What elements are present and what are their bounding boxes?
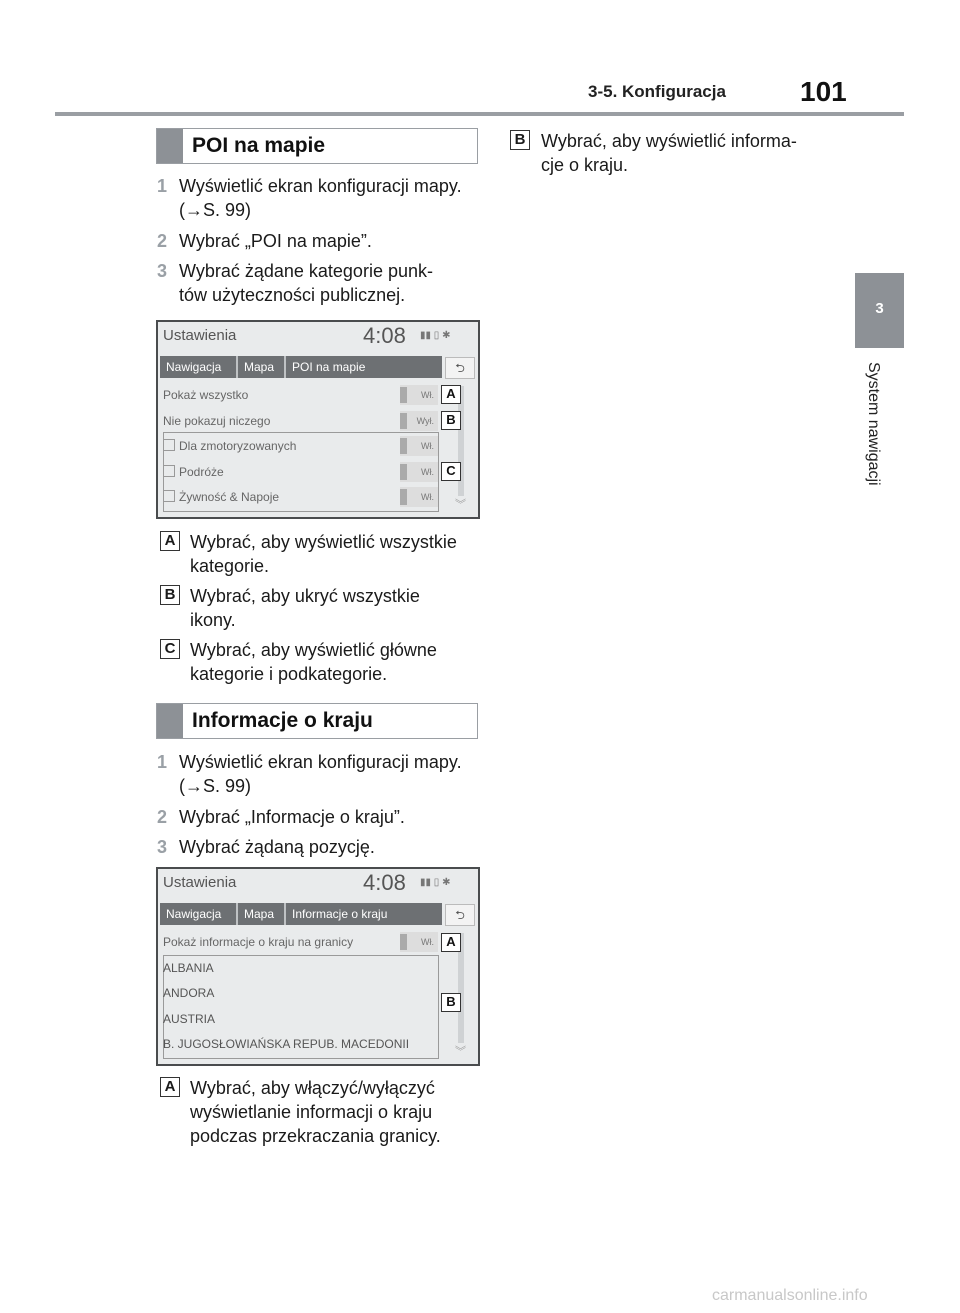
step-text: (→S. 99): [179, 200, 252, 220]
step-number: 1: [157, 176, 168, 196]
step-number: 2: [157, 807, 168, 827]
legend-text: Wybrać, aby włączyć/wyłączyć: [190, 1078, 435, 1098]
step-text: tów użyteczności publicznej.: [179, 285, 406, 305]
watermark: carmanualsonline.info: [712, 1287, 868, 1304]
step-text: (→S. 99): [179, 776, 252, 796]
toggle-indicator: [400, 489, 407, 505]
step-text: Wybrać żądaną pozycję.: [179, 837, 375, 857]
legend-text: Wybrać, aby wyświetlić wszystkie: [190, 532, 457, 552]
country-item[interactable]: AUSTRIA: [163, 1012, 216, 1026]
page-number: 101: [800, 76, 847, 107]
legend-tag-b: B: [160, 585, 180, 605]
toggle-indicator: [400, 438, 407, 454]
screen-clock: 4:08: [363, 323, 406, 348]
section-title: POI na mapie: [192, 134, 326, 157]
category-label: Żywność & Napoje: [179, 490, 280, 504]
heading-bar: [157, 129, 183, 163]
status-icons: ▮▮ ▯ ✱: [420, 877, 451, 888]
row-category[interactable]: [163, 486, 279, 508]
section-title: Informacje o kraju: [192, 709, 373, 732]
toggle-category[interactable]: [400, 487, 438, 507]
heading-bar: [157, 704, 183, 738]
step-text: Wyświetlić ekran konfiguracji mapy.: [179, 752, 462, 772]
scroll-down-icon[interactable]: ︾: [455, 499, 466, 511]
toggle-indicator: [400, 413, 407, 429]
callout-b: B: [441, 411, 461, 430]
legend-tag-a: A: [160, 531, 180, 551]
row-category[interactable]: [163, 435, 296, 457]
row-category[interactable]: [163, 461, 224, 483]
screen-title: Ustawienia: [163, 874, 237, 891]
legend-text: cje o kraju.: [541, 155, 629, 175]
legend-text: ikony.: [190, 610, 236, 630]
screen-title: Ustawienia: [163, 327, 237, 344]
step-number: 2: [157, 231, 168, 251]
category-label: Dla zmotoryzowanych: [179, 439, 297, 453]
step-1: [157, 750, 487, 798]
toggle-state: Wł.: [421, 390, 434, 400]
callout-b: B: [441, 993, 461, 1012]
callout-a: A: [441, 933, 461, 952]
step-2: [157, 805, 487, 829]
legend-text: kategorie.: [190, 556, 270, 576]
screenshot-poi-settings: [156, 320, 480, 519]
toggle-category[interactable]: [400, 436, 438, 456]
crumb-nawigacja[interactable]: Nawigacja: [160, 356, 238, 378]
car-icon: [163, 439, 175, 451]
country-item[interactable]: B. JUGOSŁOWIAŃSKA REPUB. MACEDONII: [163, 1037, 410, 1051]
scroll-down-icon[interactable]: ︾: [455, 1046, 466, 1058]
step-number: 1: [157, 752, 168, 772]
legend-text: wyświetlanie informacji o kraju: [190, 1102, 433, 1122]
legend-text: podczas przekraczania granicy.: [190, 1126, 441, 1146]
back-button[interactable]: ⮌: [445, 904, 475, 926]
back-button[interactable]: ⮌: [445, 357, 475, 379]
toggle-category[interactable]: [400, 462, 438, 482]
toggle-indicator: [400, 464, 407, 480]
legend-text: kategorie i podkategorie.: [190, 664, 388, 684]
section-heading-poi: [156, 128, 478, 164]
step-text: Wybrać żądane kategorie punk-: [179, 261, 433, 281]
category-label: Podróże: [179, 465, 224, 479]
step-2: [157, 229, 487, 253]
row-show-all[interactable]: Pokaż wszystko: [163, 388, 249, 402]
toggle-state: Wł.: [421, 467, 434, 477]
step-3: [157, 259, 487, 307]
status-icons: ▮▮ ▯ ✱: [420, 330, 451, 341]
crumb-nawigacja[interactable]: Nawigacja: [160, 903, 238, 925]
toggle-hide-all[interactable]: [400, 411, 438, 431]
step-number: 3: [157, 261, 168, 281]
country-item[interactable]: ANDORA: [163, 986, 215, 1000]
step-number: 3: [157, 837, 168, 857]
screen-clock: 4:08: [363, 870, 406, 895]
toggle-border-info[interactable]: [400, 932, 438, 952]
crumb-country[interactable]: Informacje o kraju: [292, 907, 388, 921]
legend-text: Wybrać, aby ukryć wszystkie: [190, 586, 420, 606]
chapter-label: System nawigacji: [865, 362, 882, 486]
travel-icon: [163, 465, 175, 477]
breadcrumb: [160, 903, 442, 925]
legend-tag-b: B: [510, 130, 530, 150]
row-hide-all[interactable]: Nie pokazuj niczego: [163, 414, 271, 428]
legend-text: Wybrać, aby wyświetlić główne: [190, 640, 437, 660]
section-heading-country: [156, 703, 478, 739]
toggle-indicator: [400, 387, 407, 403]
toggle-state: Wł.: [421, 441, 434, 451]
screenshot-country-info: [156, 867, 480, 1066]
crumb-poi[interactable]: POI na mapie: [292, 360, 366, 374]
crumb-mapa[interactable]: Mapa: [238, 356, 286, 378]
toggle-state: Wył.: [416, 416, 434, 426]
toggle-state: Wł.: [421, 492, 434, 502]
section-header: 3-5. Konfiguracja: [588, 82, 726, 101]
toggle-state: Wł.: [421, 937, 434, 947]
step-3: [157, 835, 487, 859]
step-text: Wyświetlić ekran konfiguracji mapy.: [179, 176, 462, 196]
header-divider: [55, 112, 904, 116]
country-item[interactable]: ALBANIA: [163, 961, 214, 975]
callout-a: A: [441, 385, 461, 404]
step-1: [157, 174, 487, 222]
crumb-mapa[interactable]: Mapa: [238, 903, 286, 925]
legend-tag-a: A: [160, 1077, 180, 1097]
step-text: Wybrać „Informacje o kraju”.: [179, 807, 405, 827]
callout-c: C: [441, 462, 461, 481]
breadcrumb: [160, 356, 442, 378]
food-icon: [163, 490, 175, 502]
row-border-info[interactable]: Pokaż informacje o kraju na granicy: [163, 935, 354, 949]
step-text: Wybrać „POI na mapie”.: [179, 231, 372, 251]
legend-text: Wybrać, aby wyświetlić informa-: [541, 131, 797, 151]
toggle-indicator: [400, 934, 407, 950]
toggle-show-all[interactable]: [400, 385, 438, 405]
chapter-number: 3: [875, 300, 884, 317]
legend-tag-c: C: [160, 639, 180, 659]
